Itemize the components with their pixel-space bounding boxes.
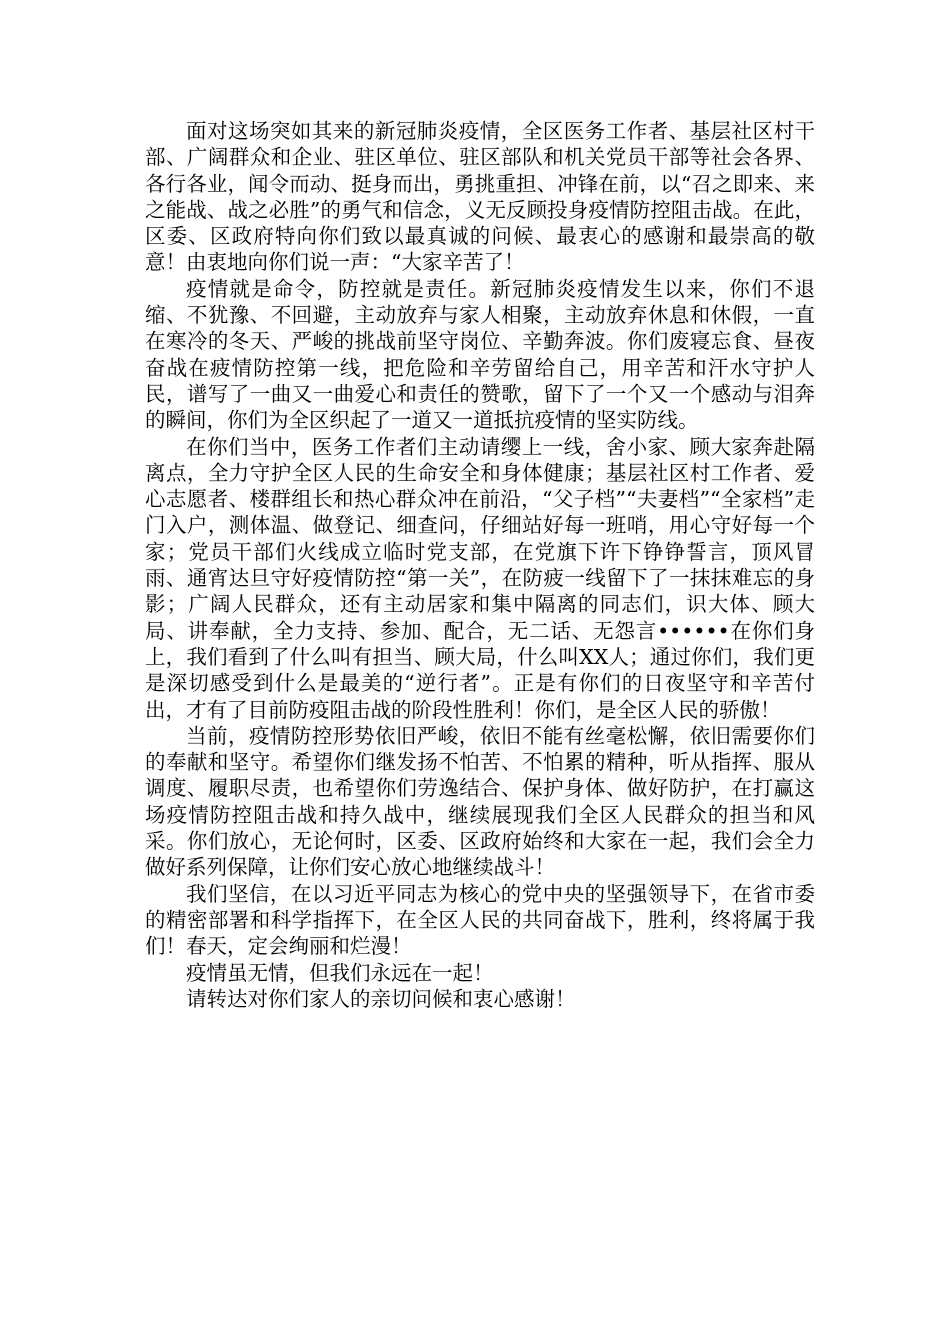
paragraph-2: 疫情就是命令，防控就是责任。新冠肺炎疫情发生以来，你们不退缩、不犹豫、不回避，主动放弃与家人相聚，主动放弃休息和休假，一直在寒冷的冬天、严峻的挑战前坚守岗位、辛勤奔波。你们废寝忘食、昼夜奋战在疲情防控第一线，把危险和辛劳留给自己，用辛苦和汗水守护人民，谱写了一曲又一曲爱心和责任的赞歌，留下了一个又一个感动与泪奔的瞬间，你们为全区织起了一道又一道抵抗疫情的坚实防线。 <box>145 276 815 433</box>
paragraph-1: 面对这场突如其来的新冠肺炎疫情，全区医务工作者、基层社区村干部、广阔群众和企业、驻区单位、驻区部队和机关党员干部等社会各界、各行各业，闻令而动、挺身而出，勇挑重担、冲锋在前，以“召之即来、来之能战、战之必胜”的勇气和信念，义无反顾投身疫情防控阻击战。在此，区委、区政府特向你们致以最真诚的问候、最衷心的感谢和最崇高的敬意！由衷地向你们说一声：“大家辛苦了！ <box>145 119 815 275</box>
paragraph-7: 请转达对你们家人的亲切问候和衷心感谢！ <box>186 986 576 1011</box>
paragraph-3: 在你们当中，医务工作者们主动请缨上一线，舍小家、顾大家奔赴隔离点，全力守护全区人民的生命安全和身体健康；基层社区村工作者、爱心志愿者、楼群组长和热心群众冲在前沿，“父子档”“夫妻档”“全家档”走门入户，测体温、做登记、细查问，仔细站好每一班哨，用心守好每一个家；党员干部们火线成立临时党支部，在党旗下许下铮铮誓言，顶风冒雨、通宵达旦守好疫情防控“第一关”，在防疲一线留下了一抹抹难忘的身影；广阔人民群众，还有主动居家和集中隔离的同志们，识大体、顾大局、讲奉献，全力支持、参加、配合，无二话、无怨言••••••在你们身上，我们看到了什么叫有担当、顾大局，什么叫XX人；通过你们，我们更是深切感受到什么是最美的“逆行者”。正是有你们的日夜坚守和辛苦付出，才有了目前防疫阻击战的阶段性胜利！你们，是全区人民的骄傲！ <box>145 434 815 722</box>
paragraph-5: 我们坚信，在以习近平同志为核心的党中央的坚强领导下，在省市委的精密部署和科学指挥下，在全区人民的共同奋战下，胜利，终将属于我们！春天，定会绚丽和烂漫！ <box>145 881 815 959</box>
paragraph-6: 疫情虽无情，但我们永远在一起！ <box>186 960 494 985</box>
document-body <box>145 118 815 1012</box>
paragraph-4: 当前，疫情防控形势依旧严峻，依旧不能有丝毫松懈，依旧需要你们的奉献和坚守。希望你们继发扬不怕苦、不怕累的精种，听从指挥、服从调度、履职尽责，也希望你们劳逸结合、保护身体、做好防护，在打赢这场疫情防控阻击战和持久战中，继续展现我们全区人民群众的担当和风采。你们放心，无论何时，区委、区政府始终和大家在一起，我们会全力做好系列保障，让你们安心放心地继续战斗！ <box>145 723 815 880</box>
